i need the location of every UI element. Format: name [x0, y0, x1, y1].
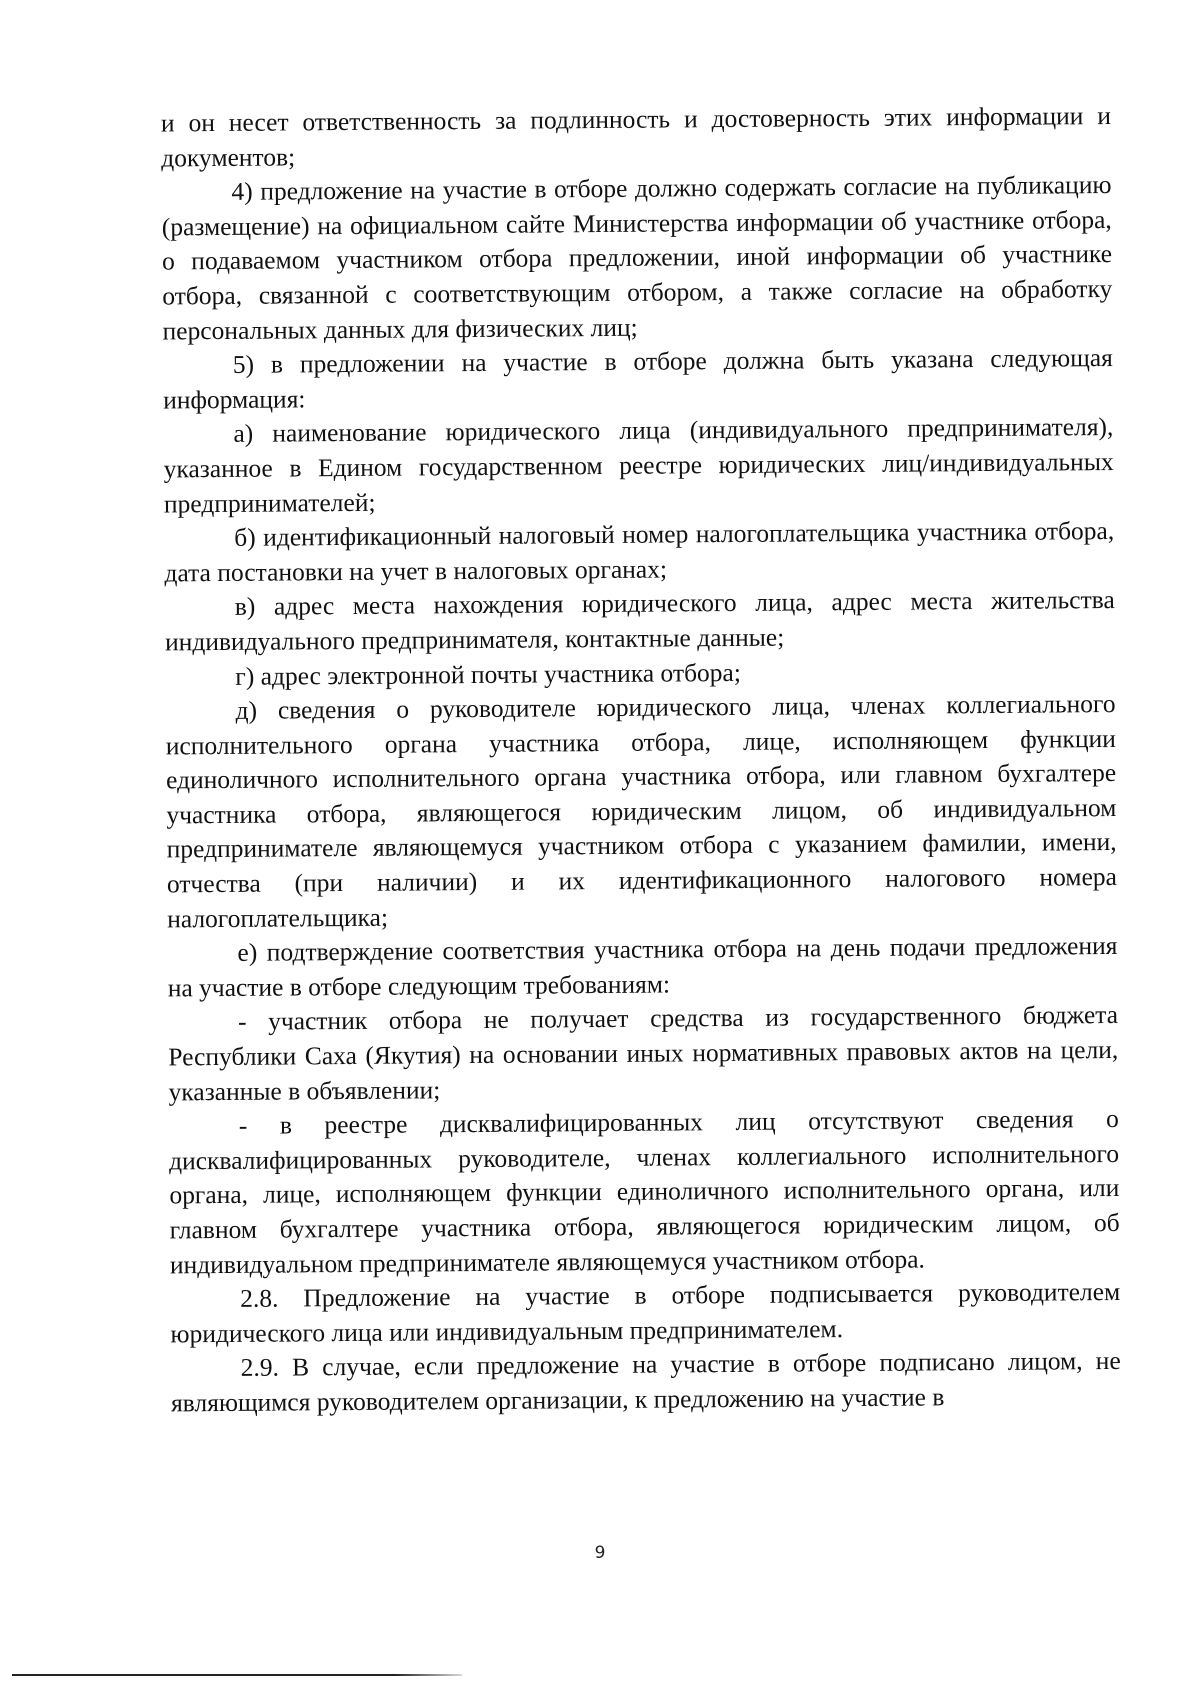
- paragraph-requirement-1: - участник отбора не получает средства из государственного бюджета Республики Саха (Якутия) на основании иных нормативных правовых актов на цели, указанные в объявлении;: [168, 1000, 1119, 1107]
- paragraph-clause-2-9: 2.9. В случае, если предложение на участие в отборе подписано лицом, не являющимся руководителем организации, к предложению на участие в: [170, 1346, 1121, 1418]
- bottom-scan-line: [12, 1674, 462, 1676]
- paragraph-clause-2-8: 2.8. Предложение на участие в отборе подписывается руководителем юридического лица или индивидуальным предпринимателем.: [170, 1277, 1121, 1349]
- paragraph-subitem-d: д) сведения о руководителе юридического лица, членах коллегиального исполнительного органа участника отбора, лице, исполняющем функции единоличного исполнительного органа участника отбора, или главном бухгалтере участника отбора, являющегося юридическим лицом, об индивидуальном предпринимателе являющемуся участником отбора с указанием фамилии, имени, отчества (при наличии) и их идентификационного налогового номера налогоплательщика;: [165, 689, 1118, 934]
- paragraph-item-5: 5) в предложении на участие в отборе должна быть указана следующая информация:: [163, 343, 1113, 415]
- paragraph-subitem-v: в) адрес места нахождения юридического лица, адрес места жительства индивидуального предпринимателя, контактные данные;: [164, 585, 1115, 657]
- paragraph-subitem-a: а) наименование юридического лица (индивидуального предпринимателя), указанное в Едином государственном реестре юридических лиц/индивидуальных предпринимателей;: [163, 412, 1114, 518]
- paragraph-requirement-2: - в реестре дисквалифицированных лиц отсутствуют сведения о дисквалифицированных руководителе, членах коллегиального исполнительного органа, лице, исполняющем функции единоличного исполнительного органа, или главном бухгалтере участника отбора, являющегося юридическим лицом, об индивидуальном предпринимателе являющемуся участником отбора.: [168, 1104, 1120, 1280]
- paragraph-continuation: и он несет ответственность за подлинность и достоверность этих информации и документов;: [160, 100, 1112, 173]
- document-body: [161, 99, 1121, 1421]
- paragraph-subitem-e: е) подтверждение соответствия участника отбора на день подачи предложения на участие в отборе следующим требованиям:: [167, 931, 1118, 1003]
- page-number: 9: [594, 1543, 606, 1563]
- paragraph-subitem-b: б) идентификационный налоговый номер налогоплательщика участника отбора, дата постановки на учет в налоговых органах;: [164, 516, 1115, 588]
- paragraph-subitem-g: г) адрес электронной почты участника отбора;: [235, 657, 742, 691]
- paragraph-item-4: 4) предложение на участие в отборе должно содержать согласие на публикацию (размещение) на официальном сайте Министерства информации об участнике отбора, о подаваемом участником отбора предложении, иной информации об участнике отбора, связанной с соответствующим отбором, а также согласие на обработку персональных данных для физических лиц;: [161, 170, 1113, 346]
